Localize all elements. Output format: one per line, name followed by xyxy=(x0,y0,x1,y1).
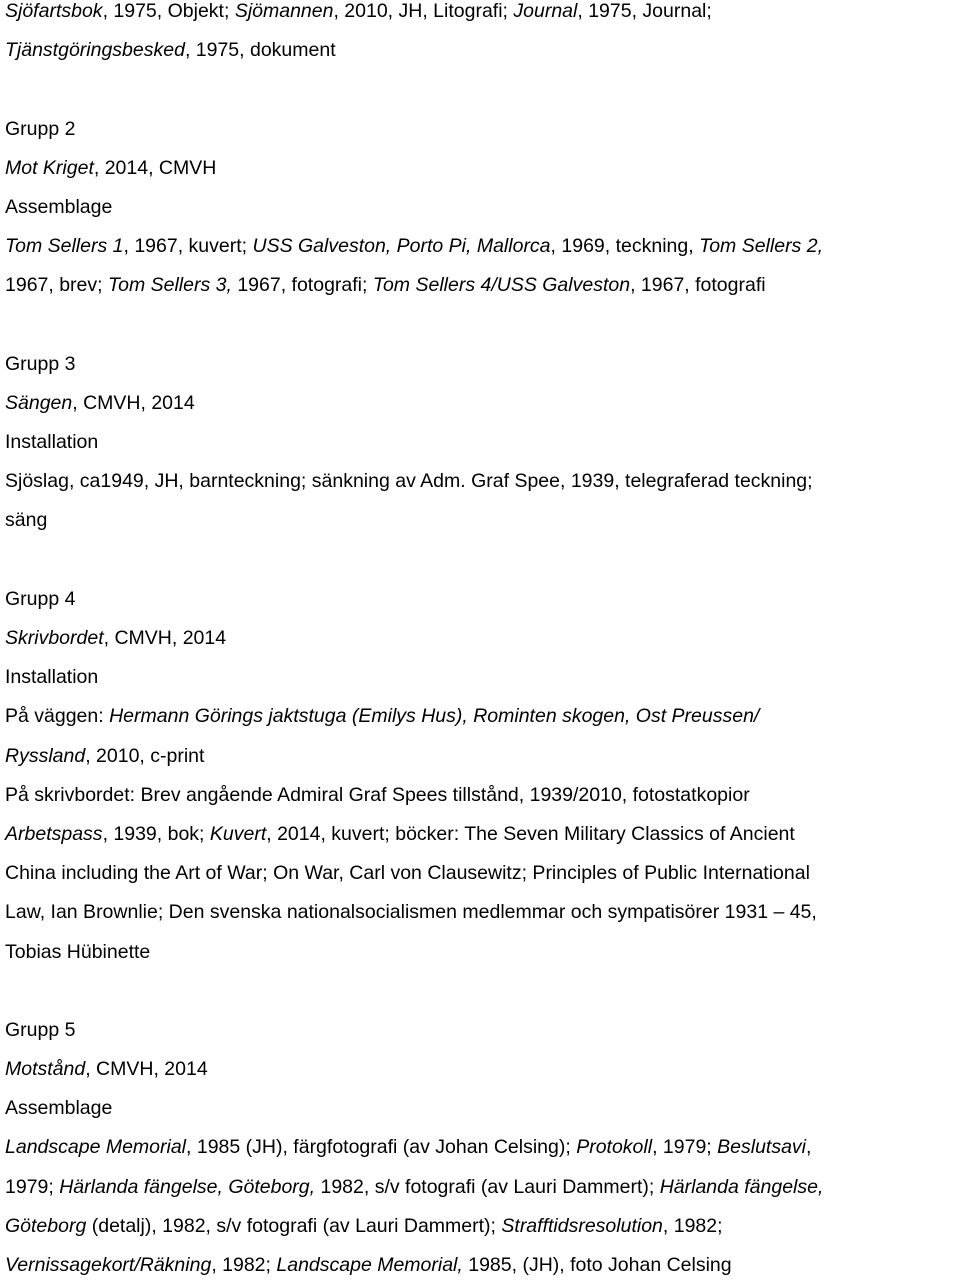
text-run: , 1975, dokument xyxy=(184,39,336,62)
document-page xyxy=(5,0,955,1285)
work-title: Kuvert xyxy=(209,822,267,845)
text-line xyxy=(5,1050,955,1089)
text-run: , CMVH, 2014 xyxy=(103,627,227,649)
work-type: Assemblage xyxy=(5,195,113,218)
work-title: Mot Kriget xyxy=(5,156,94,179)
text-run: 1985, (JH), foto Johan Celsing xyxy=(462,1254,732,1276)
work-title: Journal xyxy=(513,0,578,22)
text-run: På väggen: xyxy=(5,705,110,728)
text-run: , 2014, kuvert; böcker: The Seven Military Classics of Ancient xyxy=(266,822,795,845)
text-line: På skrivbordet: Brev angående Admiral Graf Spees tillstånd, 1939/2010, fotostatkopior xyxy=(5,783,750,806)
work-title: Göteborg xyxy=(5,1214,87,1237)
text-line: säng xyxy=(5,509,48,532)
text-run: (detalj), 1982, s/v fotografi (av Lauri Dammert); xyxy=(86,1214,502,1237)
text-run: , CMVH, 2014 xyxy=(72,391,195,414)
work-type: Installation xyxy=(5,431,99,454)
text-run: , 2010, c-print xyxy=(85,744,205,767)
work-title: Vernissagekort/Räkning xyxy=(5,1254,212,1276)
work-title: Sängen xyxy=(5,391,73,414)
work-title: Beslutsavi xyxy=(717,1136,807,1159)
work-title: Härlanda fängelse, xyxy=(659,1175,824,1198)
text-line xyxy=(5,0,955,31)
work-title: Landscape Memorial, xyxy=(276,1254,463,1276)
text-run: 1982, s/v fotografi (av Lauri Dammert); xyxy=(315,1175,660,1198)
text-run: , xyxy=(806,1136,812,1159)
text-run: , 1975, Journal; xyxy=(577,0,712,22)
work-title: Härlanda fängelse, Göteborg, xyxy=(59,1175,316,1198)
paragraph-gap xyxy=(5,972,955,1011)
group-heading: Grupp 5 xyxy=(5,1018,76,1041)
text-run: 1967, brev; xyxy=(5,274,108,297)
group-heading: Grupp 3 xyxy=(5,352,76,375)
text-run: , 2010, JH, Litografi; xyxy=(333,0,514,22)
text-line xyxy=(5,737,955,776)
work-title: Tom Sellers 4/USS Galveston xyxy=(372,274,631,297)
work-title: Tom Sellers 1 xyxy=(5,235,124,258)
work-title: Sjömannen xyxy=(234,0,334,22)
text-line xyxy=(5,31,955,70)
work-title: Protokoll xyxy=(576,1136,653,1159)
text-run: , 1979; xyxy=(652,1136,718,1159)
work-title: Ryssland xyxy=(5,744,86,767)
text-run: , 1985 (JH), färgfotografi (av Johan Celsing); xyxy=(186,1136,577,1159)
work-type: Installation xyxy=(5,666,99,689)
paragraph-gap xyxy=(5,541,955,580)
work-title: Tom Sellers 3, xyxy=(107,274,232,297)
text-run: , 1967, kuvert; xyxy=(123,235,253,258)
work-title: Hermann Görings jaktstuga (Emilys Hus), Rominten skogen, Ost Preussen/ xyxy=(109,705,760,728)
text-run: 1967, fotografi; xyxy=(231,274,373,297)
text-line: Tobias Hübinette xyxy=(5,940,151,963)
text-run: , 1982; xyxy=(662,1214,723,1237)
text-run: , 1969, teckning, xyxy=(550,235,700,258)
text-line xyxy=(5,266,955,305)
group-heading: Grupp 4 xyxy=(5,587,76,610)
text-line xyxy=(5,227,955,266)
work-title: Arbetspass xyxy=(5,822,103,845)
text-line xyxy=(5,1128,955,1167)
work-title: Landscape Memorial xyxy=(5,1136,187,1159)
text-line xyxy=(5,697,955,736)
work-title: Sjöfartsbok xyxy=(5,0,103,22)
work-type: Assemblage xyxy=(5,1097,113,1120)
work-title: Tjänstgöringsbesked xyxy=(5,39,185,62)
text-line: China including the Art of War; On War, Carl von Clausewitz; Principles of Public International xyxy=(5,862,810,885)
text-run: , 1975, Objekt; xyxy=(102,0,235,22)
text-line xyxy=(5,1246,955,1285)
text-run: 1979; xyxy=(5,1175,60,1198)
text-line: Sjöslag, ca1949, JH, barnteckning; sänkning av Adm. Graf Spee, 1939, telegraferad teckning; xyxy=(5,470,813,493)
text-line xyxy=(5,619,955,658)
text-line xyxy=(5,1168,955,1207)
text-run: , 1939, bok; xyxy=(102,822,210,845)
work-title: Strafftidsresolution xyxy=(501,1214,663,1237)
text-line: Law, Ian Brownlie; Den svenska nationalsocialismen medlemmar och sympatisörer 1931 – 45, xyxy=(5,901,817,924)
work-title: Tom Sellers 2, xyxy=(699,235,823,258)
work-title: USS Galveston, Porto Pi, Mallorca xyxy=(252,235,551,258)
paragraph-gap xyxy=(5,70,955,109)
text-line xyxy=(5,149,955,188)
group-heading: Grupp 2 xyxy=(5,117,76,140)
paragraph-gap xyxy=(5,306,955,345)
work-title: Motstånd xyxy=(5,1058,86,1081)
text-line xyxy=(5,1207,955,1246)
text-run: , 2014, CMVH xyxy=(93,156,217,179)
text-run: , 1982; xyxy=(211,1254,277,1276)
text-line xyxy=(5,384,955,423)
text-line xyxy=(5,815,955,854)
text-run: , 1967, fotografi xyxy=(630,274,766,297)
text-run: , CMVH, 2014 xyxy=(85,1058,208,1081)
work-title: Skrivbordet xyxy=(5,627,104,649)
